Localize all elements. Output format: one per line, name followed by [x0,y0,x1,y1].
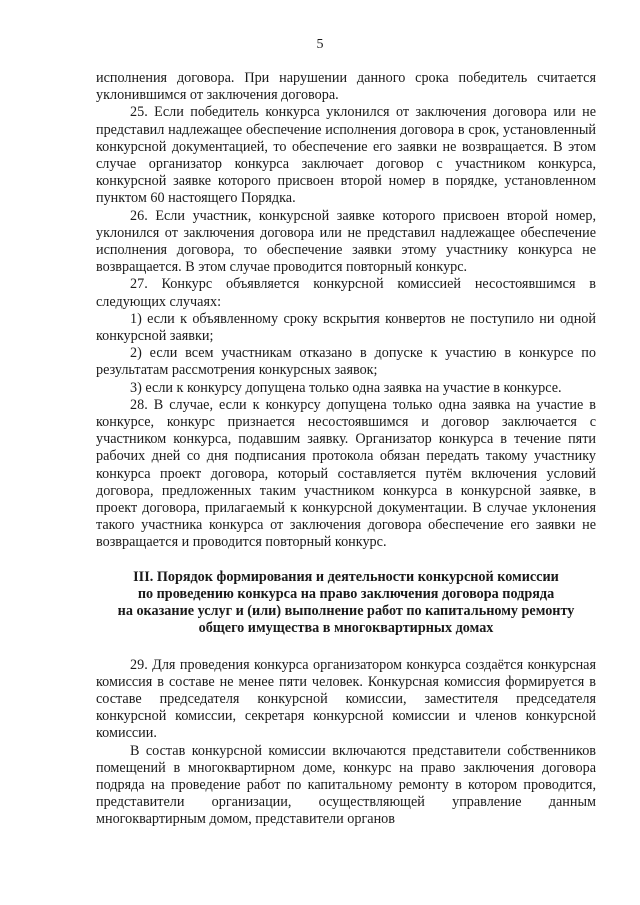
section-heading-line-3: на оказание услуг и (или) выполнение работ по капитальному ремонту [117,603,575,620]
paragraph-29-continued: В состав конкурсной комиссии включаются представители собственников помещений в многоквартирном доме, конкурс на право заключения договора подряда на проведение работ по капитальному ремонту в котором проводится, представители организации, осуществляющей управление данным многоквартирным домом, представители органов [96,742,596,828]
page-number: 5 [316,37,324,52]
paragraph-27-item-1: 1) если к объявленному сроку вскрытия конвертов не поступило ни одной конкурсной заявки; [96,310,596,345]
section-heading [96,569,596,638]
paragraph-29: 29. Для проведения конкурса организатором конкурса создаётся конкурсная комиссия в составе не менее пяти человек. Конкурсная комиссия формируется в составе председателя конкурсной комиссии, заместителя председателя конкурсной комиссии, секретаря конкурсной комиссии и членов конкурсной комиссии. [96,656,596,742]
section-heading-line-2: по проведению конкурса на право заключения договора подряда [137,585,555,602]
paragraph-28: 28. В случае, если к конкурсу допущена только одна заявка на участие в конкурсе, конкурс признается несостоявшимся и договор заключается с участником конкурса, подавшим заявку. Организатор конкурса в течение пяти рабочих дней со дня подписания протокола обязан передать такому участнику конкурса проект договора, который составляется путём включения условий договора, предложенных таким участником конкурса в конкурсной заявке, в проект договора, прилагаемый к конкурсной документации. В случае уклонения такого участника конкурса от заключения договора обеспечение его заявки не возвращается и проводится повторный конкурс. [96,396,596,551]
paragraph-26: 26. Если участник, конкурсной заявке которого присвоен второй номер, уклонился от заключения договора или не представил надлежащее обеспечение исполнения договора, то обеспечение заявки этому участнику конкурса не возвращается. В этом случае проводится повторный конкурс. [96,207,596,276]
paragraph-continuation: исполнения договора. При нарушении данного срока победитель считается уклонившимся от заключения договора. [96,70,596,104]
paragraph-27: 27. Конкурс объявляется конкурсной комиссией несостоявшимся в следующих случаях: [96,276,596,310]
paragraph-25: 25. Если победитель конкурса уклонился от заключения договора или не представил надлежащее обеспечение исполнения договора в срок, установленный конкурсной документацией, то обеспечение его заявки не возвращается. В этом случае организатор конкурса заключает договор с участником конкурса, конкурсной заявке которого присвоен второй номер в порядке, установленном пунктом 60 настоящего Порядка. [96,104,596,207]
paragraph-27-item-2: 2) если всем участникам отказано в допуске к участию в конкурсе по результатам рассмотрения конкурсных заявок; [96,345,596,379]
document-body [96,70,596,829]
section-heading-line-4: общего имущества в многоквартирных домах [198,620,494,637]
paragraph-27-item-3: 3) если к конкурсу допущена только одна заявка на участие в конкурсе. [130,379,562,396]
section-heading-line-1: III. Порядок формирования и деятельности конкурсной комиссии [133,568,559,585]
